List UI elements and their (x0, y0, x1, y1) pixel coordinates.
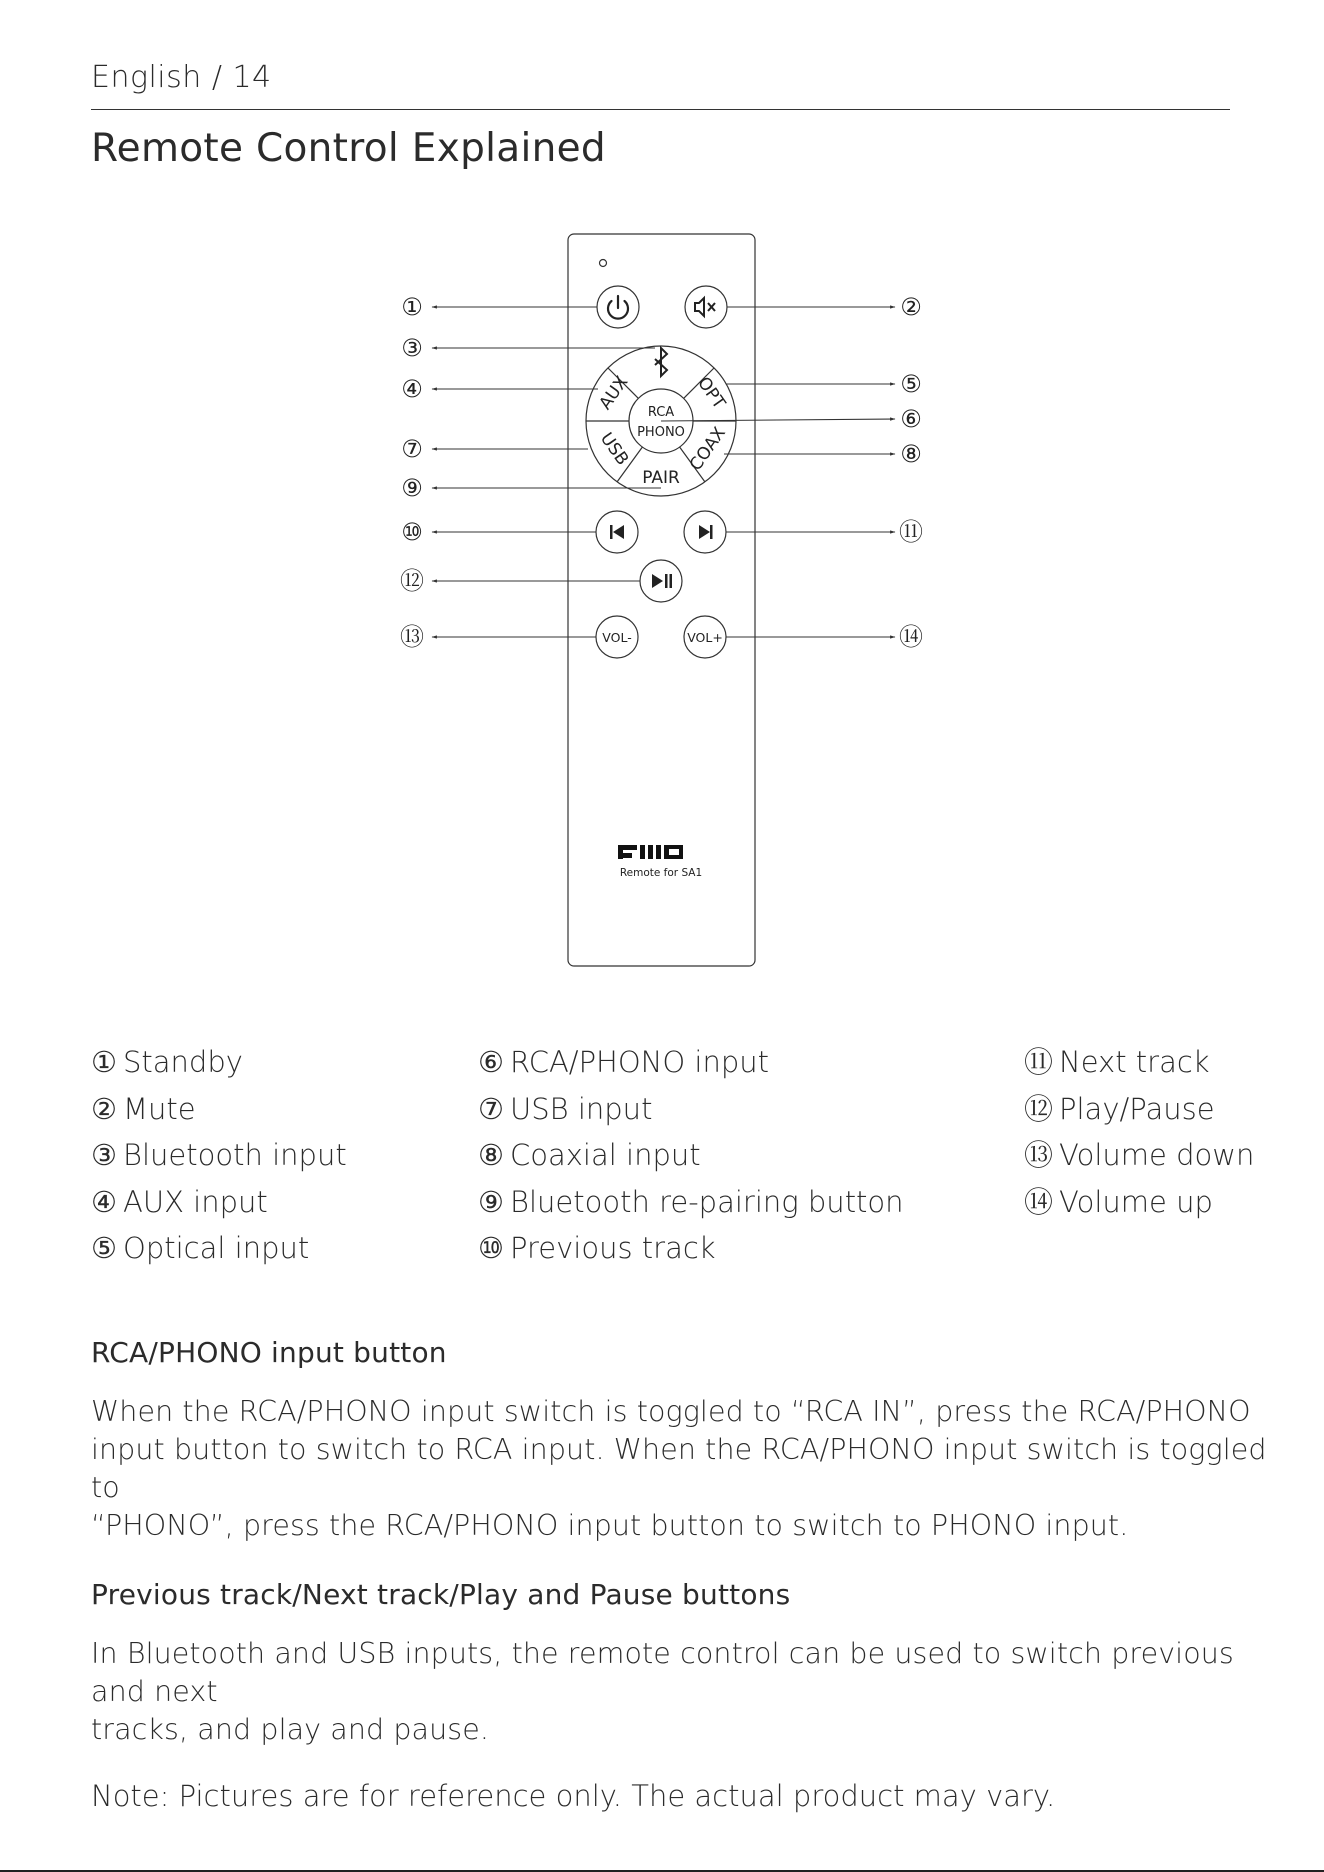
legend-item: ② Mute (91, 1091, 196, 1126)
callout-line-6 (661, 419, 895, 421)
ring-label-usb: USB (595, 429, 633, 470)
callout-2: ② (900, 293, 922, 321)
callout-5: ⑤ (900, 370, 922, 398)
legend-column-2 (478, 1039, 904, 1272)
legend-item: ④ AUX input (91, 1184, 268, 1219)
section-heading-track-buttons: Previous track/Next track/Play and Pause buttons (91, 1578, 791, 1611)
legend-item: ⑫ Play/Pause (1024, 1091, 1215, 1126)
callout-11: ⑪ (899, 518, 923, 546)
led-indicator (600, 260, 607, 267)
disclaimer-note: Note: Pictures are for reference only. The actual product may vary. (91, 1779, 1056, 1813)
callout-13: ⑬ (400, 623, 424, 651)
body-line: input button to switch to RCA input. When the RCA/PHONO input switch is toggled to (91, 1433, 1267, 1504)
fiio-logo (618, 845, 683, 859)
legend-item: ⑪ Next track (1024, 1045, 1210, 1079)
ring-center-rca: RCA (647, 405, 675, 420)
body-line: “PHONO”, press the RCA/PHONO input button to switch to PHONO input. (91, 1509, 1129, 1542)
ring-label-opt: OPT (693, 373, 730, 413)
legend-item: ① Standby (91, 1045, 243, 1079)
callout-1: ① (401, 293, 423, 321)
mute-icon (695, 298, 715, 316)
vol-minus-label: VOL- (602, 630, 632, 645)
remote-body (568, 234, 755, 966)
vol-plus-label: VOL+ (687, 630, 723, 645)
legend-item: ⑧ Coaxial input (478, 1138, 701, 1172)
previous-icon (610, 525, 624, 539)
legend-column-1 (91, 1039, 347, 1272)
section-body-rca-phono (91, 1393, 1291, 1545)
callout-7: ⑦ (401, 435, 423, 463)
mute-button (685, 286, 727, 328)
ring-label-aux: AUX (595, 372, 633, 414)
legend-item: ⑤ Optical input (91, 1231, 310, 1265)
callout-4: ④ (401, 375, 423, 403)
legend-item: ⑬ Volume down (1024, 1138, 1255, 1172)
legend-column-3 (1024, 1039, 1254, 1225)
ring-center-phono: PHONO (637, 425, 685, 440)
callout-6: ⑥ (900, 405, 922, 433)
section-body-track-buttons (91, 1635, 1291, 1749)
play-pause-icon (652, 574, 672, 588)
legend-item: ⑭ Volume up (1024, 1184, 1213, 1219)
ring-label-pair: PAIR (642, 468, 680, 488)
body-line: tracks, and play and pause. (91, 1713, 490, 1746)
callout-9: ⑨ (401, 474, 423, 502)
legend-item: ⑨ Bluetooth re-pairing button (478, 1184, 904, 1219)
callout-3: ③ (401, 334, 423, 362)
remote-control-diagram (0, 220, 1324, 1000)
legend-item: ⑦ USB input (478, 1091, 653, 1126)
legend-item: ⑥ RCA/PHONO input (478, 1045, 770, 1079)
legend-item: ③ Bluetooth input (91, 1138, 347, 1172)
brand-name: FIIO (0, 220, 2, 221)
model-label: Remote for SA1 (619, 867, 703, 879)
callout-10: ⑩ (401, 518, 423, 546)
power-icon (608, 296, 628, 319)
ring-label-coax: COAX (685, 423, 730, 475)
callout-8: ⑧ (900, 440, 922, 468)
bluetooth-icon (655, 348, 667, 376)
body-line: When the RCA/PHONO input switch is toggled to “RCA IN”, press the RCA/PHONO (91, 1395, 1251, 1428)
next-icon (699, 525, 713, 539)
legend-item: ⑩ Previous track (478, 1231, 716, 1265)
callout-14: ⑭ (899, 623, 923, 651)
section-heading-rca-phono: RCA/PHONO input button (91, 1336, 447, 1369)
page-title: Remote Control Explained (91, 126, 606, 171)
page-header: English / 14 (91, 60, 272, 95)
body-line: In Bluetooth and USB inputs, the remote control can be used to switch previous and next (91, 1637, 1234, 1708)
callout-12: ⑫ (400, 567, 424, 595)
header-divider (91, 109, 1230, 110)
